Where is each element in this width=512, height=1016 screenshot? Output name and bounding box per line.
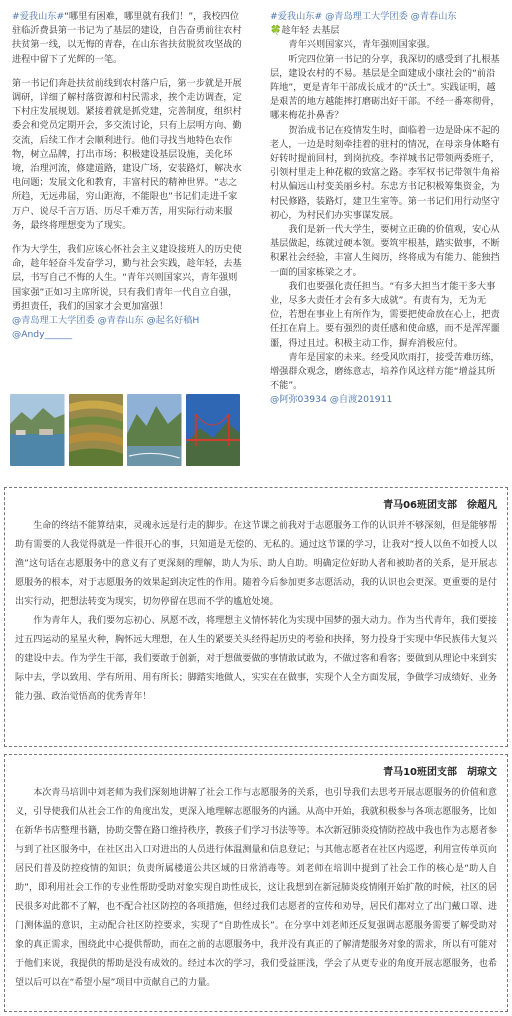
reflection-box-2 — [4, 754, 508, 1012]
reflection-paragraph: 本次青马培训中刘老师为我们深刻地讲解了社会工作与志愿服务的关系，也引导我们去思考开展志愿服务的价值和意义，引导使我们从社会工作的角度出发，更深入地理解志愿服务的内涵。从高中开始，我就积极参与各项志愿服务，比如在新华书店整理书籍，协助交警在路口维持秩序，教孩子们学习书法等等。本次新冠肺炎疫情防控战中我也作为志愿者参与到了社区服务中，在社区出入口对进出的人员进行体温测量和信息登记；与其他志愿者在社区内巡逻，利用宣传单页向居民们普及防控疫情的知识；负责所属楼道公共区域的日常消毒等。刘老师在培训中提到了社会工作的核心是“助人自助”，即利用社会工作的专业性帮助受助对象实现自助性成长，这让我想到在新冠肺炎疫情刚开始扩散的时候，社区的居民很多对此都不了解，也不配合社区防控的各项措施，但经过我们志愿者的宣传和劝导，居民们都对立了出门戴口罩、进门测体温的意识，主动配合社区防控要求，实现了“自助性成长”。在分享中刘老师还反复强调志愿服务需要了解受助对象的真正需求，围绕此中心提供帮助，而在之前的志愿服务中，我并没有真正的了解清楚服务对象的需求，所以有可能对于他们来说，我提供的帮助是没有成效的。经过本次的学习，我们受益匪浅，学会了从更专业的角度开展志愿服务，也希望以后可以在“希望小屋”项目中贡献自己的力量。 — [15, 788, 497, 988]
post-paragraph: 我们也要强化责任担当。“有多大担当才能干多大事业，尽多大责任才会有多大成就”。有责有为，无为无位，若想在事业上有所作为，需要把使命放在心上，把责任扛在肩上。要有强烈的责任感和使命感，而不是浑浑噩噩，得过且过。积极主动工作，摒弃消极应付。 — [270, 280, 500, 349]
reflection-paragraph: 作为青年人，我们要勿忘初心、夙愿不改，将理想主义情怀转化为实现中国梦的强大动力。作为当代青年，我们要接过五四运动的星星火种，胸怀远大理想，在人生的紧要关头经得起历史的考验和抉择，努力投身于实现中华民族伟大复兴的建设中去。作为学生干部，我们要敢于创新，对于想做要做的事情敢试敢为，不做过客和看客；要做到从理论中来到实际中去，学以致用、学有所用、用有所长；脚踏实地做人，实实在在做事，实现个人全方面发展，争做学习成绩好、业务能力强、政治觉悟高的优秀青年！ — [15, 616, 497, 702]
reflection-paragraph: 生命的终结不能算结束，灵魂永远是行走的脚步。在这节课之前我对于志愿服务工作的认识并不够深刻，但是能够帮助有需要的人我觉得就是一件很开心的事，只知道是无偿的、无私的。通过这节课的学习，让我对“授人以鱼不如授人以渔”这句话在志愿服务中的意义有了更深刻的理解，助人为乐、助人自助。明确定位好助人者和被助者的关系，是开展志愿服务的根本，对于志愿服务的效果起到决定性的作用。随着今后参加更多志愿活动，我的认识也会更深。更重要的是付出实行动，把想法转变为现实，切勿停留在思而不学的尴尬处境。 — [15, 521, 497, 607]
clover-icon: 🍀 — [270, 25, 282, 37]
post-intro: #爱我山东#“哪里有困难，哪里就有我们！”，我校四位驻临沂费县第一书记为了基层的建设，自告奋勇前往农村扶贫第一线，以无悔的青春，在山东省扶贫脱贫攻坚战的进程中留下了光辉的一笔。 — [12, 11, 242, 65]
author-signature: 青马06班团支部 徐超凡 — [383, 500, 497, 511]
post-paragraph: 青年是国家的未来。经受风吹雨打，接受苦难历练，增强群众观念，磨练意志，培养作风这样方能“增益其所不能”。 — [270, 351, 500, 392]
mention-links[interactable]: @青岛理工大学团委 @青春山东 @起名好稿H — [12, 315, 200, 327]
post-subtitle: 🍀趁年轻 去基层 — [270, 25, 340, 37]
post-paragraph: 青年兴则国家兴，青年强则国家强。 — [288, 39, 436, 51]
mention-links[interactable]: @阿弥03934 @自渡201911 — [270, 394, 393, 406]
post-paragraph: 第一书记们奔赴扶贫前线到农村落户后，第一步就是开展调研，详细了解村落资源和村民需求，挨个走访调查，定下村庄发展规划。紧接着就是抓党建，完善制度，组织村委会和党员定期开会，多交流讨论，只有上层明方向、勤交流，后续工作才会顺利进行。他们寻找当地特色农作物，树立品牌，打出市场；积极建设基层设施，美化环境，治理河流，修建道路，建设广场，安装路灯，解决水电问题；发展文化和教育，丰富村民的精神世界。“志之所趋，无远弗届，穷山距海，不能限也”书记们走进千家万户、说尽千言万语、历尽千难万苦，用实际行动来服务，最终将理想变为了现实。 — [12, 77, 242, 231]
mention-links[interactable]: @Andy______ — [12, 329, 73, 341]
photo-red-bridge[interactable] — [186, 394, 241, 466]
post-card-right — [262, 4, 508, 476]
post-paragraph: 听完四位第一书记的分享，我深切的感受到了扎根基层，建设农村的不易。基层是全面建成小康社会的“前沿阵地”，更是青年干部成长成才的“沃土”。实践证明，越是艰苦的地方越能摔打磨砺出好干部。不经一番寒彻骨，哪来梅花扑鼻香？ — [270, 53, 500, 122]
reflection-box-1 — [4, 487, 508, 747]
post-paragraph: 贺治成书记在疫情发生时，面临着一边是卧床不起的老人，一边是时刻牵挂着的驻村的情况，在母亲身体略有好转时提前回村，到岗抗疫。李祥城书记带领两委班子，引领村里走上种花椒的致富之路。李军权书记带领牛角裕村从偏远山村变美丽乡村。东忠方书记积极筹集资金，为村民修路，装路灯，建卫生室等。第一书记们用行动坚守初心，为村民们办实事谋发展。 — [270, 124, 500, 221]
post-paragraph: 我们是新一代大学生，要树立正确的价值观，安心从基层做起，练就过硬本领。要筑牢根基，踏实做事，不断积累社会经验，丰富人生阅历，终将成为有能力、能独挡一面的国家栋梁之才。 — [270, 224, 500, 278]
photo-thumbnails — [10, 394, 240, 466]
photo-river-mountains[interactable] — [127, 394, 182, 466]
mention-links[interactable]: #爱我山东# @青岛理工大学团委 @青春山东 — [270, 11, 457, 22]
post-paragraph: 作为大学生，我们应该心怀社会主义建设接班人的历史使命，趁年轻奋斗发奋学习，勤与社会实践，趁年轻，去基层，书写自己不悔的人生。“青年兴则国家兴，青年强则国家强”正如习主席所说，只有我们青年一代自立自强，勇担责任，我们的国家才会更加富强！ — [12, 244, 242, 312]
photo-lake-village[interactable] — [10, 394, 65, 466]
photo-terraced-fields[interactable] — [69, 394, 124, 466]
author-signature: 青马10班团支部 胡琼文 — [383, 767, 497, 778]
hashtag-link[interactable]: #爱我山东# — [12, 11, 65, 22]
